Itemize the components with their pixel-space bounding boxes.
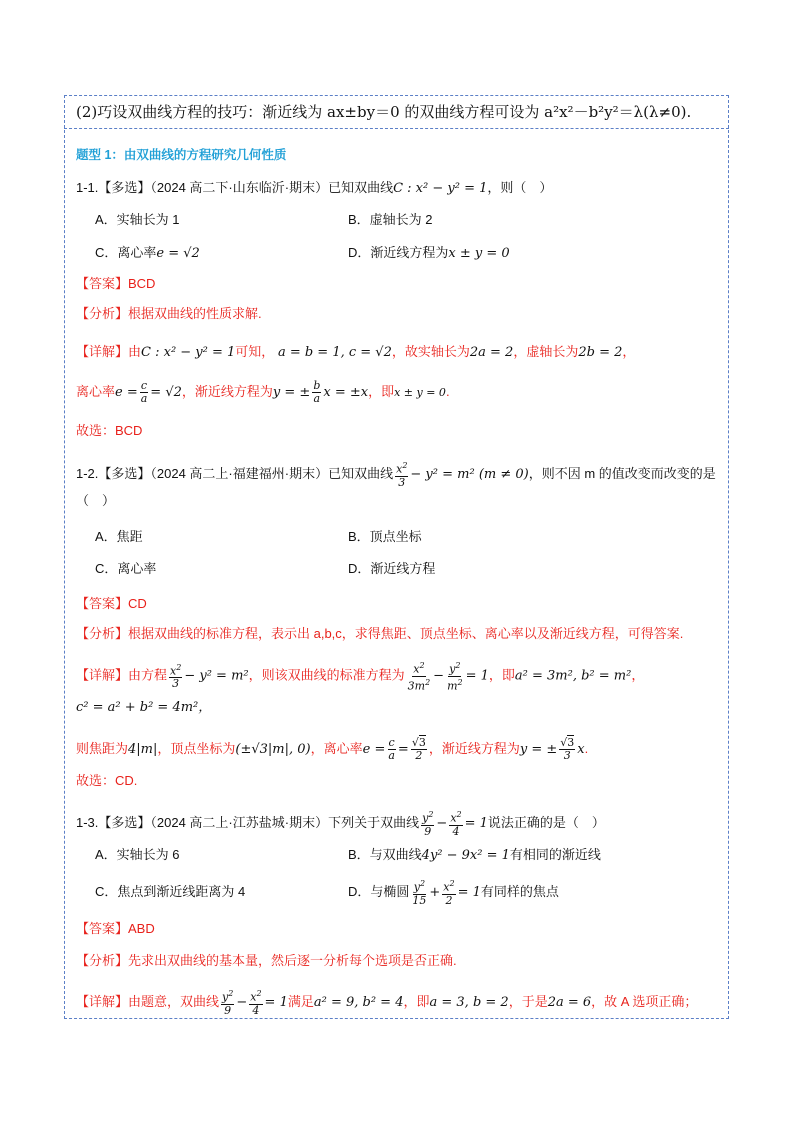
q3-analysis: 【分析】先求出双曲线的基本量，然后逐一分析每个选项是否正确. (76, 953, 457, 968)
q1-analysis: 【分析】根据双曲线的性质求解. (76, 306, 262, 321)
q2-option-c: C．离心率 (95, 561, 157, 576)
q1-option-d: D．渐近线方程为x ± y = 0 (348, 245, 510, 261)
q3-option-a: A．实轴长为 6 (95, 847, 180, 862)
q2-analysis: 【分析】根据双曲线的标准方程，表示出 a,b,c，求得焦距、顶点坐标、离心率以及渐近线方程，可得答案. (76, 626, 684, 641)
q3-answer: 【答案】ABD (76, 921, 155, 936)
q3-option-b: B．与双曲线4y² − 9x² = 1有相同的渐近线 (348, 847, 601, 863)
q2-detail-line1: 【详解】由方程 $\frac{x^2}{3}$ − y² = m²，则该双曲线的标准方程为 $\frac{x^2}{3m^2}$ − $\frac{y^2}{m^2}$ = 1，即a² = 3m², b² = m²， (76, 661, 645, 693)
frame-divider (64, 128, 729, 129)
q2-detail-line3: 则焦距为4|m|，顶点坐标为(±√3|m|, 0)，离心率e = $\frac{c}{a}$ = $\frac{√3}{2}$ ，渐近线方程为y = ± $\frac{√3}{3}$ x. (76, 736, 589, 762)
q3-detail-line1: 【详解】由题意，双曲线 $\frac{y^2}{9}$ − $\frac{x^2}{4}$ = 1满足a² = 9, b² = 4，即a = 3, b = 2，于是2a = 6，故 A 选项正确； (76, 989, 698, 1017)
q2-option-b: B．顶点坐标 (348, 529, 422, 544)
q2-option-d: D．渐近线方程 (348, 561, 436, 576)
q3-stem: 1-3.【多选】（2024 高二上·江苏盐城·期末）下列关于双曲线 $\frac{y^2}{9}$ − $\frac{x^2}{4}$ = 1说法正确的是（ ） (76, 810, 605, 838)
q3-option-c: C．焦点到渐近线距离为 4 (95, 884, 246, 899)
tip-text: (2)巧设双曲线方程的技巧：渐近线为 ax±by＝0 的双曲线方程可设为 a²x²－b²y²＝λ(λ≠0). (76, 103, 692, 121)
q1-final: 故选：BCD (76, 423, 143, 438)
q2-stem: 1-2.【多选】（2024 高二上·福建福州·期末）已知双曲线 $\frac{x^2}{3}$ − y² = m² (m ≠ 0)，则不因 m 的值改变而改变的是 (76, 461, 716, 489)
q1-option-a: A．实轴长为 1 (95, 212, 180, 227)
q3-option-d: D．与椭圆 $\frac{y^2}{15}$ + $\frac{x^2}{2}$ = 1有同样的焦点 (348, 879, 559, 907)
q2-option-a: A．焦距 (95, 529, 143, 544)
q1-stem: 1-1.【多选】（2024 高二下·山东临沂·期末）已知双曲线C : x² − y² = 1，则（ ） (76, 180, 553, 196)
q2-final: 故选：CD. (76, 773, 138, 788)
q1-detail-line2: 离心率e = $\frac{c}{a}$ = √2，渐近线方程为y = ± $\frac{b}{a}$ x = ±x，即x ± y = 0. (76, 379, 450, 405)
q1-detail-line1: 【详解】由C : x² − y² = 1可知， a = b = 1, c = √2，故实轴长为2a = 2，虚轴长为2b = 2， (76, 344, 636, 360)
q2-answer: 【答案】CD (76, 596, 147, 611)
q1-option-b: B．虚轴长为 2 (348, 212, 433, 227)
q1-option-c: C．离心率e = √2 (95, 245, 200, 261)
q2-stem-paren: （ ） (76, 493, 116, 508)
q1-answer: 【答案】BCD (76, 276, 156, 291)
section-title: 题型 1：由双曲线的方程研究几何性质 (76, 148, 287, 162)
q2-detail-line2: c² = a² + b² = 4m²， (76, 700, 212, 715)
